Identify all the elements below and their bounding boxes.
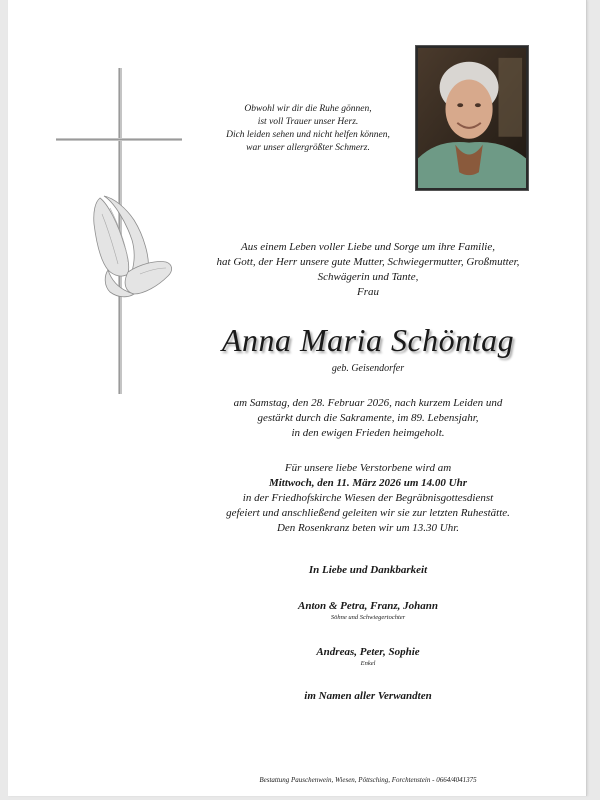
intro-line: Aus einem Leben voller Liebe und Sorge um ihre Familie,	[241, 241, 495, 253]
intro-line: hat Gott, der Herr unsere gute Mutter, Schwiegermutter, Großmutter,	[216, 256, 520, 268]
death-line: in den ewigen Frieden heimgeholt.	[291, 427, 445, 439]
funeral-home-footer: Bestattung Pauschenwein, Wiesen, Pöttsching, Forchtenstein - 0664/4041375	[259, 776, 477, 784]
relatives-line: im Namen aller Verwandten	[304, 690, 432, 702]
family-group	[198, 645, 538, 668]
death-notice	[198, 396, 538, 441]
deceased-name: Anna Maria Schöntag	[221, 322, 515, 358]
intro-line: Schwägerin und Tante,	[317, 271, 419, 283]
memorial-verse	[208, 103, 408, 155]
maiden-name: geb. Geisendorfer	[331, 363, 405, 374]
obituary-page	[8, 0, 587, 796]
cross-with-praying-hands-icon	[48, 64, 188, 394]
family-role: Söhne und Schwiegertochter	[330, 614, 406, 621]
closing-phrase: In Liebe und Dankbarkeit	[308, 564, 428, 576]
service-line: in der Friedhofskirche Wiesen der Begräbnisgottesdienst	[242, 492, 494, 504]
verse-line: ist voll Trauer unser Herz.	[257, 117, 359, 127]
portrait-photo	[415, 45, 529, 191]
funeral-service-info	[198, 461, 538, 536]
family-names: Andreas, Peter, Sophie	[316, 646, 420, 658]
family-group	[198, 599, 538, 622]
service-line: Für unsere liebe Verstorbene wird am	[284, 462, 452, 474]
service-line: gefeiert und anschließend geleiten wir sie zur letzten Ruhestätte.	[226, 507, 510, 519]
verse-line: Obwohl wir dir die Ruhe gönnen,	[244, 104, 372, 114]
verse-line: Dich leiden sehen und nicht helfen können,	[226, 130, 390, 140]
service-date: Mittwoch, den 11. März 2026 um 14.00 Uhr	[268, 477, 468, 489]
death-line: gestärkt durch die Sakramente, im 89. Lebensjahr,	[257, 412, 479, 424]
verse-line: war unser allergrößter Schmerz.	[246, 143, 370, 153]
family-names: Anton & Petra, Franz, Johann	[298, 600, 438, 612]
intro-line: Frau	[357, 286, 379, 298]
rosary-time: Den Rosenkranz beten wir um 13.30 Uhr.	[276, 522, 460, 534]
intro-text	[198, 240, 538, 300]
death-line: am Samstag, den 28. Februar 2026, nach kurzem Leiden und	[233, 397, 503, 409]
family-role: Enkel	[360, 660, 376, 667]
